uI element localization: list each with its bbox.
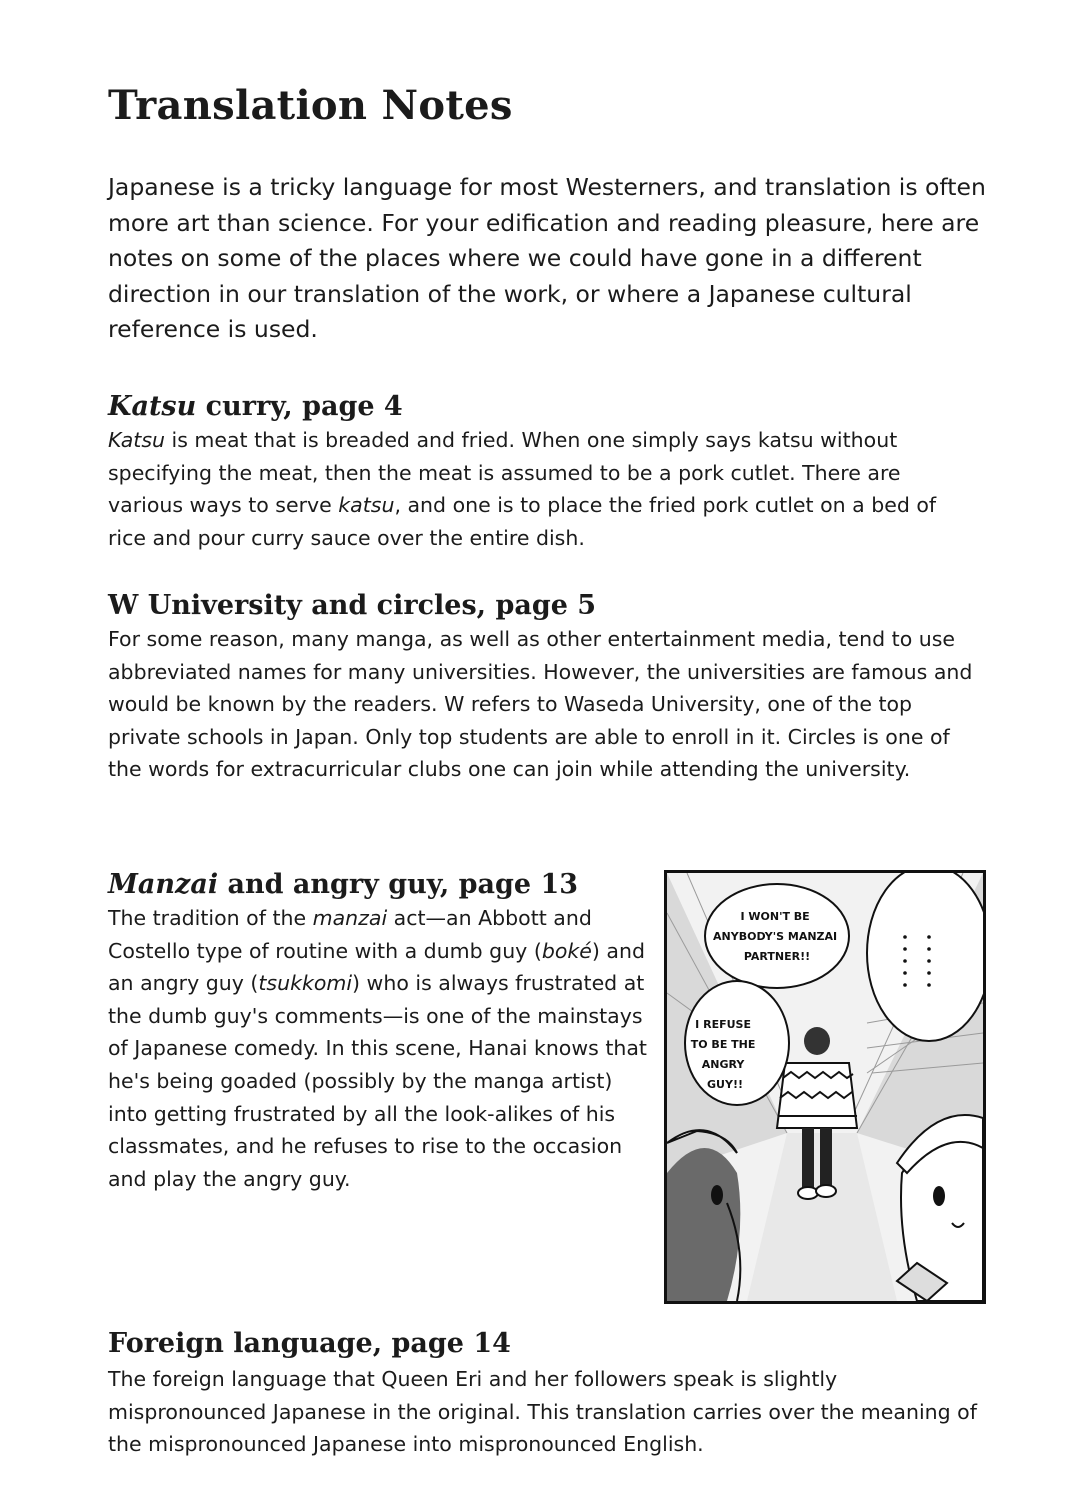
note-heading-manzai bbox=[108, 868, 578, 902]
manga-panel bbox=[664, 870, 986, 1304]
note-body-katsu bbox=[108, 424, 978, 554]
note-body-w-university: For some reason, many manga, as well as other entertainment media, tend to use abbreviated names for many universities. However, the universities are famous and would be known by the readers. W refers to Waseda University, one of the top private schools in Japan. Only top students are able to enroll in it. Circles is one of the words for extracurricular clubs one can join while attending the university. bbox=[108, 627, 973, 782]
manga-panel-illustration bbox=[667, 873, 983, 1301]
speech-bubble-manzai: I WON'T BE ANYBODY'S MANZAI PARTNER!! bbox=[713, 910, 838, 963]
italic-term: Katsu bbox=[108, 428, 165, 452]
note-body-manzai bbox=[108, 902, 656, 1195]
heading-italic: Katsu bbox=[108, 391, 197, 422]
heading-rest: curry, page 4 bbox=[196, 391, 403, 422]
heading-rest: and angry guy, page 13 bbox=[218, 869, 579, 900]
note-text: , and one is to place the fried pork cutlet on a bed of rice and pour curry sauce over the entire dish. bbox=[108, 493, 937, 550]
note-body-foreign-language: The foreign language that Queen Eri and her followers speak is slightly mispronounced Japanese in the original. This translation carries over the meaning of the mispronounced Japanese into mispronounced English. bbox=[108, 1367, 977, 1457]
note-heading-w-university: W University and circles, page 5 bbox=[108, 590, 597, 621]
heading-italic: Manzai bbox=[108, 869, 219, 900]
note-text: ) who is always frustrated at the dumb guy's comments—is one of the mainstays of Japanese comedy. In this scene, Hanai knows that he's being goaded (possibly by the manga artist) into getting frustrated by all the look-alikes of his classmates, and he refuses to rise to the occasion and play the angry guy. bbox=[108, 971, 647, 1191]
note-text: The tradition of the bbox=[108, 906, 313, 930]
italic-term: boké bbox=[541, 938, 592, 963]
note-text: ) and an angry guy ( bbox=[108, 938, 645, 996]
note-heading-foreign-language: Foreign language, page 14 bbox=[108, 1328, 511, 1359]
italic-term: tsukkomi bbox=[258, 971, 353, 996]
speech-bubble-angry-guy: I REFUSE TO BE THE ANGRY GUY!! bbox=[690, 1018, 756, 1091]
note-text: act—an Abbott and Costello type of routine with a dumb guy ( bbox=[108, 906, 592, 963]
italic-term: manzai bbox=[312, 906, 388, 930]
note-text: is meat that is breaded and fried. When one simply says katsu without specifying the meat, then the meat is assumed to be a pork cutlet. There are various ways to serve bbox=[108, 428, 901, 518]
italic-term: katsu bbox=[338, 493, 395, 518]
note-heading-katsu bbox=[108, 390, 403, 424]
intro-paragraph: Japanese is a tricky language for most Westerners, and translation is often more art than science. For your edification and reading pleasure, here are notes on some of the places where we could have gone in a different direction in our translation of the work, or where a Japanese cultural reference is used. bbox=[108, 173, 986, 344]
page-title: Translation Notes bbox=[108, 82, 513, 129]
